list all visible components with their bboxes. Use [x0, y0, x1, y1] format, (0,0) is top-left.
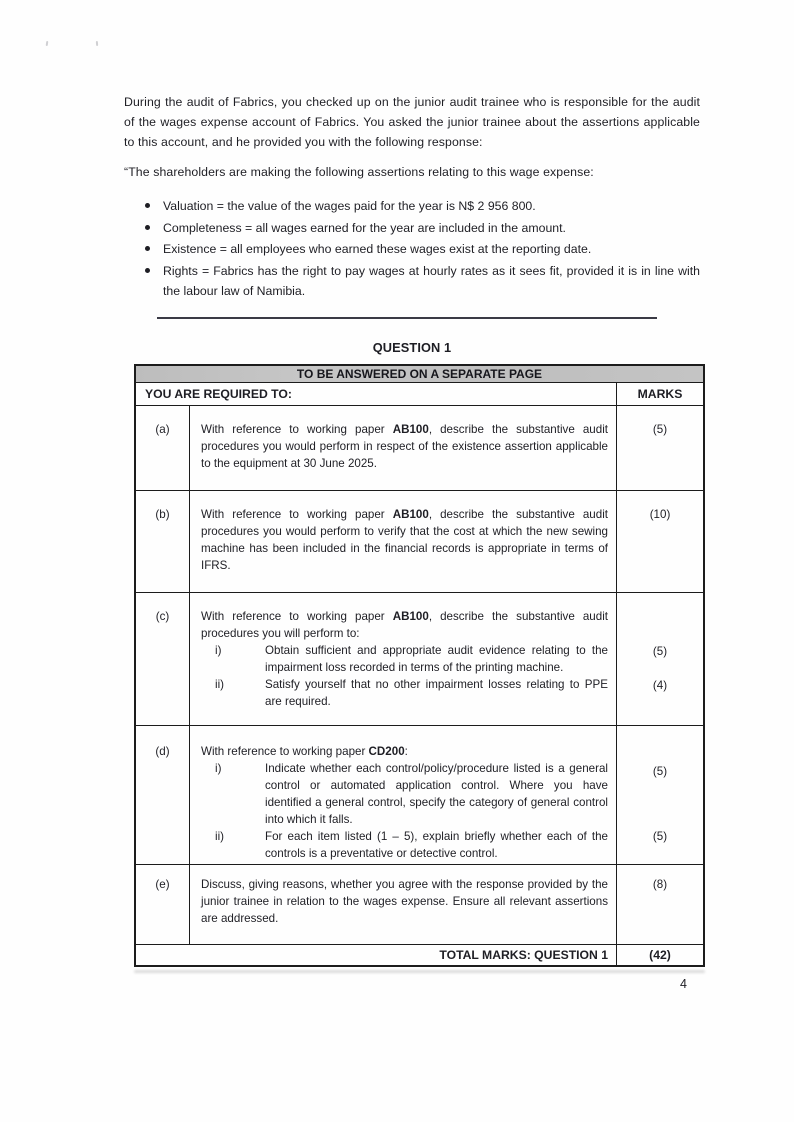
row-description — [190, 865, 616, 944]
description-text: , describe the substantive audit procedures you would perform in respect of the existence assertion applicable to the equipment at 30 June 2025. — [201, 422, 608, 470]
description-text: Discuss, giving reasons, whether you agree with the response provided by the junior trainee in relation to the wages expense. Ensure all relevant assertions are addressed. — [201, 877, 608, 925]
assertion-valuation: Valuation = the value of the wages paid for the year is N$ 2 956 800. — [163, 199, 536, 213]
table-row-a — [136, 406, 703, 491]
question-heading: QUESTION 1 — [372, 339, 452, 355]
description-intro — [201, 608, 608, 642]
working-paper-ref: AB100 — [392, 422, 429, 436]
table-row-b — [136, 491, 703, 593]
scan-artifact — [46, 41, 49, 46]
sub-item-number: ii) — [215, 677, 225, 691]
mark-value: (5) — [652, 829, 668, 843]
list-item — [124, 261, 700, 302]
description-text: With reference to working paper — [201, 422, 393, 436]
description-text: With reference to working paper — [201, 744, 369, 758]
mark-value: (5) — [652, 644, 668, 658]
table-total-row — [136, 945, 703, 965]
table-row-d — [136, 726, 703, 865]
quote-paragraph: “The shareholders are making the following assertions relating to this wage expense: — [124, 165, 594, 179]
row-marks — [616, 865, 703, 944]
description-text: With reference to working paper — [201, 507, 393, 521]
marks-header: MARKS — [616, 383, 703, 405]
sub-item-number: ii) — [215, 829, 225, 843]
sub-item — [215, 828, 608, 862]
description-text: With reference to working paper — [201, 609, 393, 623]
row-description — [190, 406, 616, 490]
working-paper-ref: AB100 — [392, 507, 429, 521]
sub-item-number: i) — [215, 643, 222, 657]
mark-value: (5) — [652, 764, 668, 778]
description-text: : — [404, 744, 408, 758]
table-row-e — [136, 865, 703, 945]
row-marks — [616, 593, 703, 725]
scan-artifact — [96, 41, 98, 46]
bullet-icon — [145, 246, 150, 251]
sub-item — [215, 676, 608, 710]
assertion-rights: Rights = Fabrics has the right to pay wages at hourly rates as it sees fit, provided it is in line with the labour law of Namibia. — [163, 263, 700, 298]
assertion-list — [124, 196, 700, 302]
mark-value: (4) — [652, 678, 668, 692]
row-description — [190, 593, 616, 725]
mark-value: (5) — [652, 422, 668, 436]
bullet-icon — [145, 203, 150, 208]
assertion-completeness: Completeness = all wages earned for the year are included in the amount. — [163, 220, 566, 235]
row-label: (d) — [136, 726, 190, 864]
row-description — [190, 726, 616, 864]
row-label: (e) — [136, 865, 190, 944]
sub-item — [215, 760, 608, 828]
sub-item-number: i) — [215, 761, 222, 775]
row-label: (c) — [136, 593, 190, 725]
question-table — [134, 364, 705, 967]
table-header-row — [136, 383, 703, 406]
sub-item-text: For each item listed (1 – 5), explain briefly whether each of the controls is a preventative or detective control. — [265, 829, 608, 860]
row-marks — [616, 726, 703, 864]
row-label: (a) — [136, 406, 190, 490]
description-text: , describe the substantive audit procedures you would perform to verify that the cost at which the new sewing machine has been included in the financial records is appropriate in terms of IFRS. — [201, 507, 608, 572]
page-number: 4 — [680, 977, 687, 991]
total-marks: (42) — [616, 945, 703, 965]
working-paper-ref: AB100 — [392, 609, 429, 623]
row-marks — [616, 406, 703, 490]
mark-value: (8) — [652, 877, 668, 891]
row-label: (b) — [136, 491, 190, 592]
table-row-c — [136, 593, 703, 726]
working-paper-ref: CD200 — [368, 744, 405, 758]
required-header: YOU ARE REQUIRED TO: — [145, 386, 292, 401]
row-description — [190, 491, 616, 592]
table-banner: TO BE ANSWERED ON A SEPARATE PAGE — [136, 366, 703, 383]
list-item — [124, 239, 700, 260]
sub-item — [215, 642, 608, 676]
assertion-existence: Existence = all employees who earned these wages exist at the reporting date. — [163, 242, 592, 256]
bullet-icon — [145, 225, 150, 230]
sub-item-text: Indicate whether each control/policy/procedure listed is a general control or automated application control. Where you have identified a general control, specify the category of general control into which it falls. — [265, 761, 608, 826]
description-text: , describe the substantive audit procedures you will perform to: — [201, 609, 608, 640]
page-content — [124, 92, 700, 967]
description-intro — [201, 743, 608, 760]
list-item — [124, 218, 700, 239]
horizontal-divider — [157, 317, 657, 319]
sub-item-text: Obtain sufficient and appropriate audit evidence relating to the impairment loss recorded in terms of the printing machine. — [265, 643, 608, 674]
row-marks — [616, 491, 703, 592]
bullet-icon — [145, 268, 150, 273]
mark-value: (10) — [649, 507, 671, 521]
total-label: TOTAL MARKS: QUESTION 1 — [439, 947, 608, 962]
scan-shadow-artifact — [134, 970, 705, 973]
intro-paragraph: During the audit of Fabrics, you checked up on the junior audit trainee who is responsible for the audit of the wages expense account of Fabrics. You asked the junior trainee about the assertions applicable to this account, and he provided you with the following response: — [124, 95, 700, 149]
sub-item-text: Satisfy yourself that no other impairment losses relating to PPE are required. — [265, 677, 608, 708]
list-item — [124, 196, 700, 217]
